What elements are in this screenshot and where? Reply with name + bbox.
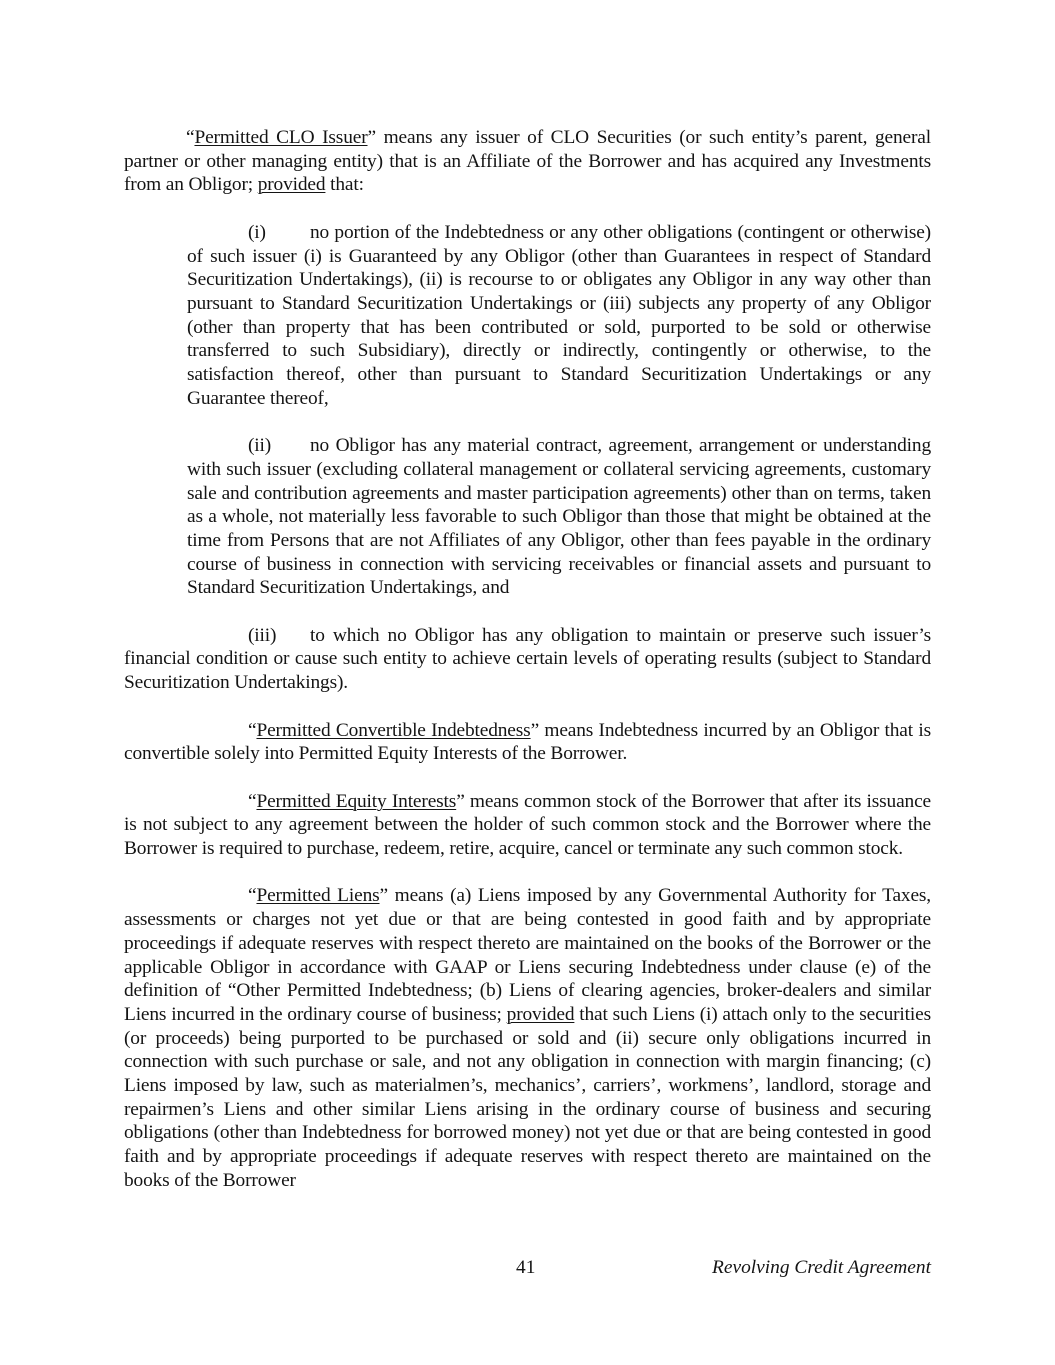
defined-term: Permitted Equity Interests <box>256 790 457 812</box>
clause-ii <box>187 434 931 600</box>
defined-term: Permitted Convertible Indebtedness <box>256 719 531 741</box>
definition-text: means any issuer of CLO Securities (or such entity’s parent, general partner or other managing entity) that is an Affiliate of the Borrower and has acquired any Investments from an Obligor; <box>124 127 931 196</box>
page-number: 41 <box>516 1257 536 1278</box>
definition-text: means common stock of the Borrower that after its issuance is not subject to any agreement between the holder of such common stock and the Borrower where the Borrower is required to purchase, redeem, retire, acquire, cancel or terminate any such common stock. <box>124 790 931 860</box>
definition-permitted-liens <box>124 884 931 1192</box>
clause-number: (i) <box>248 221 266 243</box>
definition-permitted-clo-issuer <box>124 126 931 197</box>
proviso-term: provided <box>257 174 326 196</box>
clause-number: (ii) <box>248 435 272 457</box>
close-quote: ” <box>456 790 465 812</box>
open-quote: “ <box>186 127 195 148</box>
clause-text: no portion of the Indebtedness or any other obligations (contingent or otherwise) of such issuer (i) is Guaranteed by any Obligor (other than Guarantees in respect of Standard Securitization Undertakings), (ii) is recourse to or obligates any Obligor in any way other than pursuant to Standard Securitization Undertakings or (iii) subjects any property of any Obligor (other than property that has been contributed or sold, purported to be sold or otherwise transferred to such Subsidiary), directly or indirectly, contingently or otherwise, to the satisfaction thereof, other than pursuant to Standard Securitization Undertakings or any Guarantee thereof, <box>187 221 931 409</box>
definition-text: means (a) Liens imposed by any Governmental Authority for Taxes, assessments or charges not yet due or that are being contested in good faith and by appropriate proceedings if adequate reserves with respect thereto are maintained on the books of the Borrower or the applicable Obligor in accordance with GAAP or Liens securing Indebtedness under clause (e) of the definition of “Other Permitted Indebtedness; (b) Liens of clearing agencies, broker-dealers and similar Liens incurred in the ordinary course of business; <box>124 885 931 1025</box>
close-quote: ” <box>530 719 540 741</box>
open-quote: “ <box>248 719 257 741</box>
close-quote: ” <box>367 127 376 148</box>
open-quote: “ <box>248 790 257 812</box>
clause-number: (iii) <box>248 624 277 646</box>
clause-iii <box>124 624 931 695</box>
definition-text: that such Liens (i) attach only to the securities (or proceeds) being purported to be purchased or sold and (ii) secure only obligations incurred in connection with such purchase or sale, and not any obligation in connection with margin financing; (c) Liens imposed by law, such as materialmen’s, mechanics’, carriers’, workmens’, landlord, storage and repairmen’s Liens and other similar Liens arising in the ordinary course of business and securing obligations (other than Indebtedness for borrowed money) not yet due or that are being contested in good faith and by appropriate proceedings if adequate reserves with respect thereto are maintained on the books of the Borrower <box>124 1003 931 1191</box>
definition-text: means Indebtedness incurred by an Obligor that is convertible solely into Permitted Equity Interests of the Borrower. <box>124 719 931 765</box>
definition-permitted-equity-interests <box>124 790 931 861</box>
definition-permitted-convertible-indebtedness <box>124 719 931 766</box>
clause-text: no Obligor has any material contract, agreement, arrangement or understanding with such issuer (excluding collateral management or collateral servicing agreements, customary sale and contribution agreements and master participation agreements) other than on terms, taken as a whole, not materially less favorable to such Obligor than those that might be obtained at the time from Persons that are not Affiliates of any Obligor, other than fees payable in the ordinary course of business in connection with servicing receivables or financial assets and pursuant to Standard Securitization Undertakings, and <box>187 435 931 599</box>
document-title: Revolving Credit Agreement <box>712 1257 931 1278</box>
clause-text: to which no Obligor has any obligation to maintain or preserve such issuer’s financial condition or cause such entity to achieve certain levels of operating results (subject to Standard Securitization Undertakings). <box>124 624 931 694</box>
proviso-term: provided <box>506 1003 575 1025</box>
open-quote: “ <box>248 885 257 907</box>
defined-term: Permitted CLO Issuer <box>194 127 368 148</box>
document-page <box>124 126 931 1216</box>
definition-text: that: <box>325 174 364 196</box>
close-quote: ” <box>379 885 388 907</box>
defined-term: Permitted Liens <box>256 885 380 907</box>
page-footer <box>0 1256 1055 1282</box>
clause-i <box>187 221 931 411</box>
